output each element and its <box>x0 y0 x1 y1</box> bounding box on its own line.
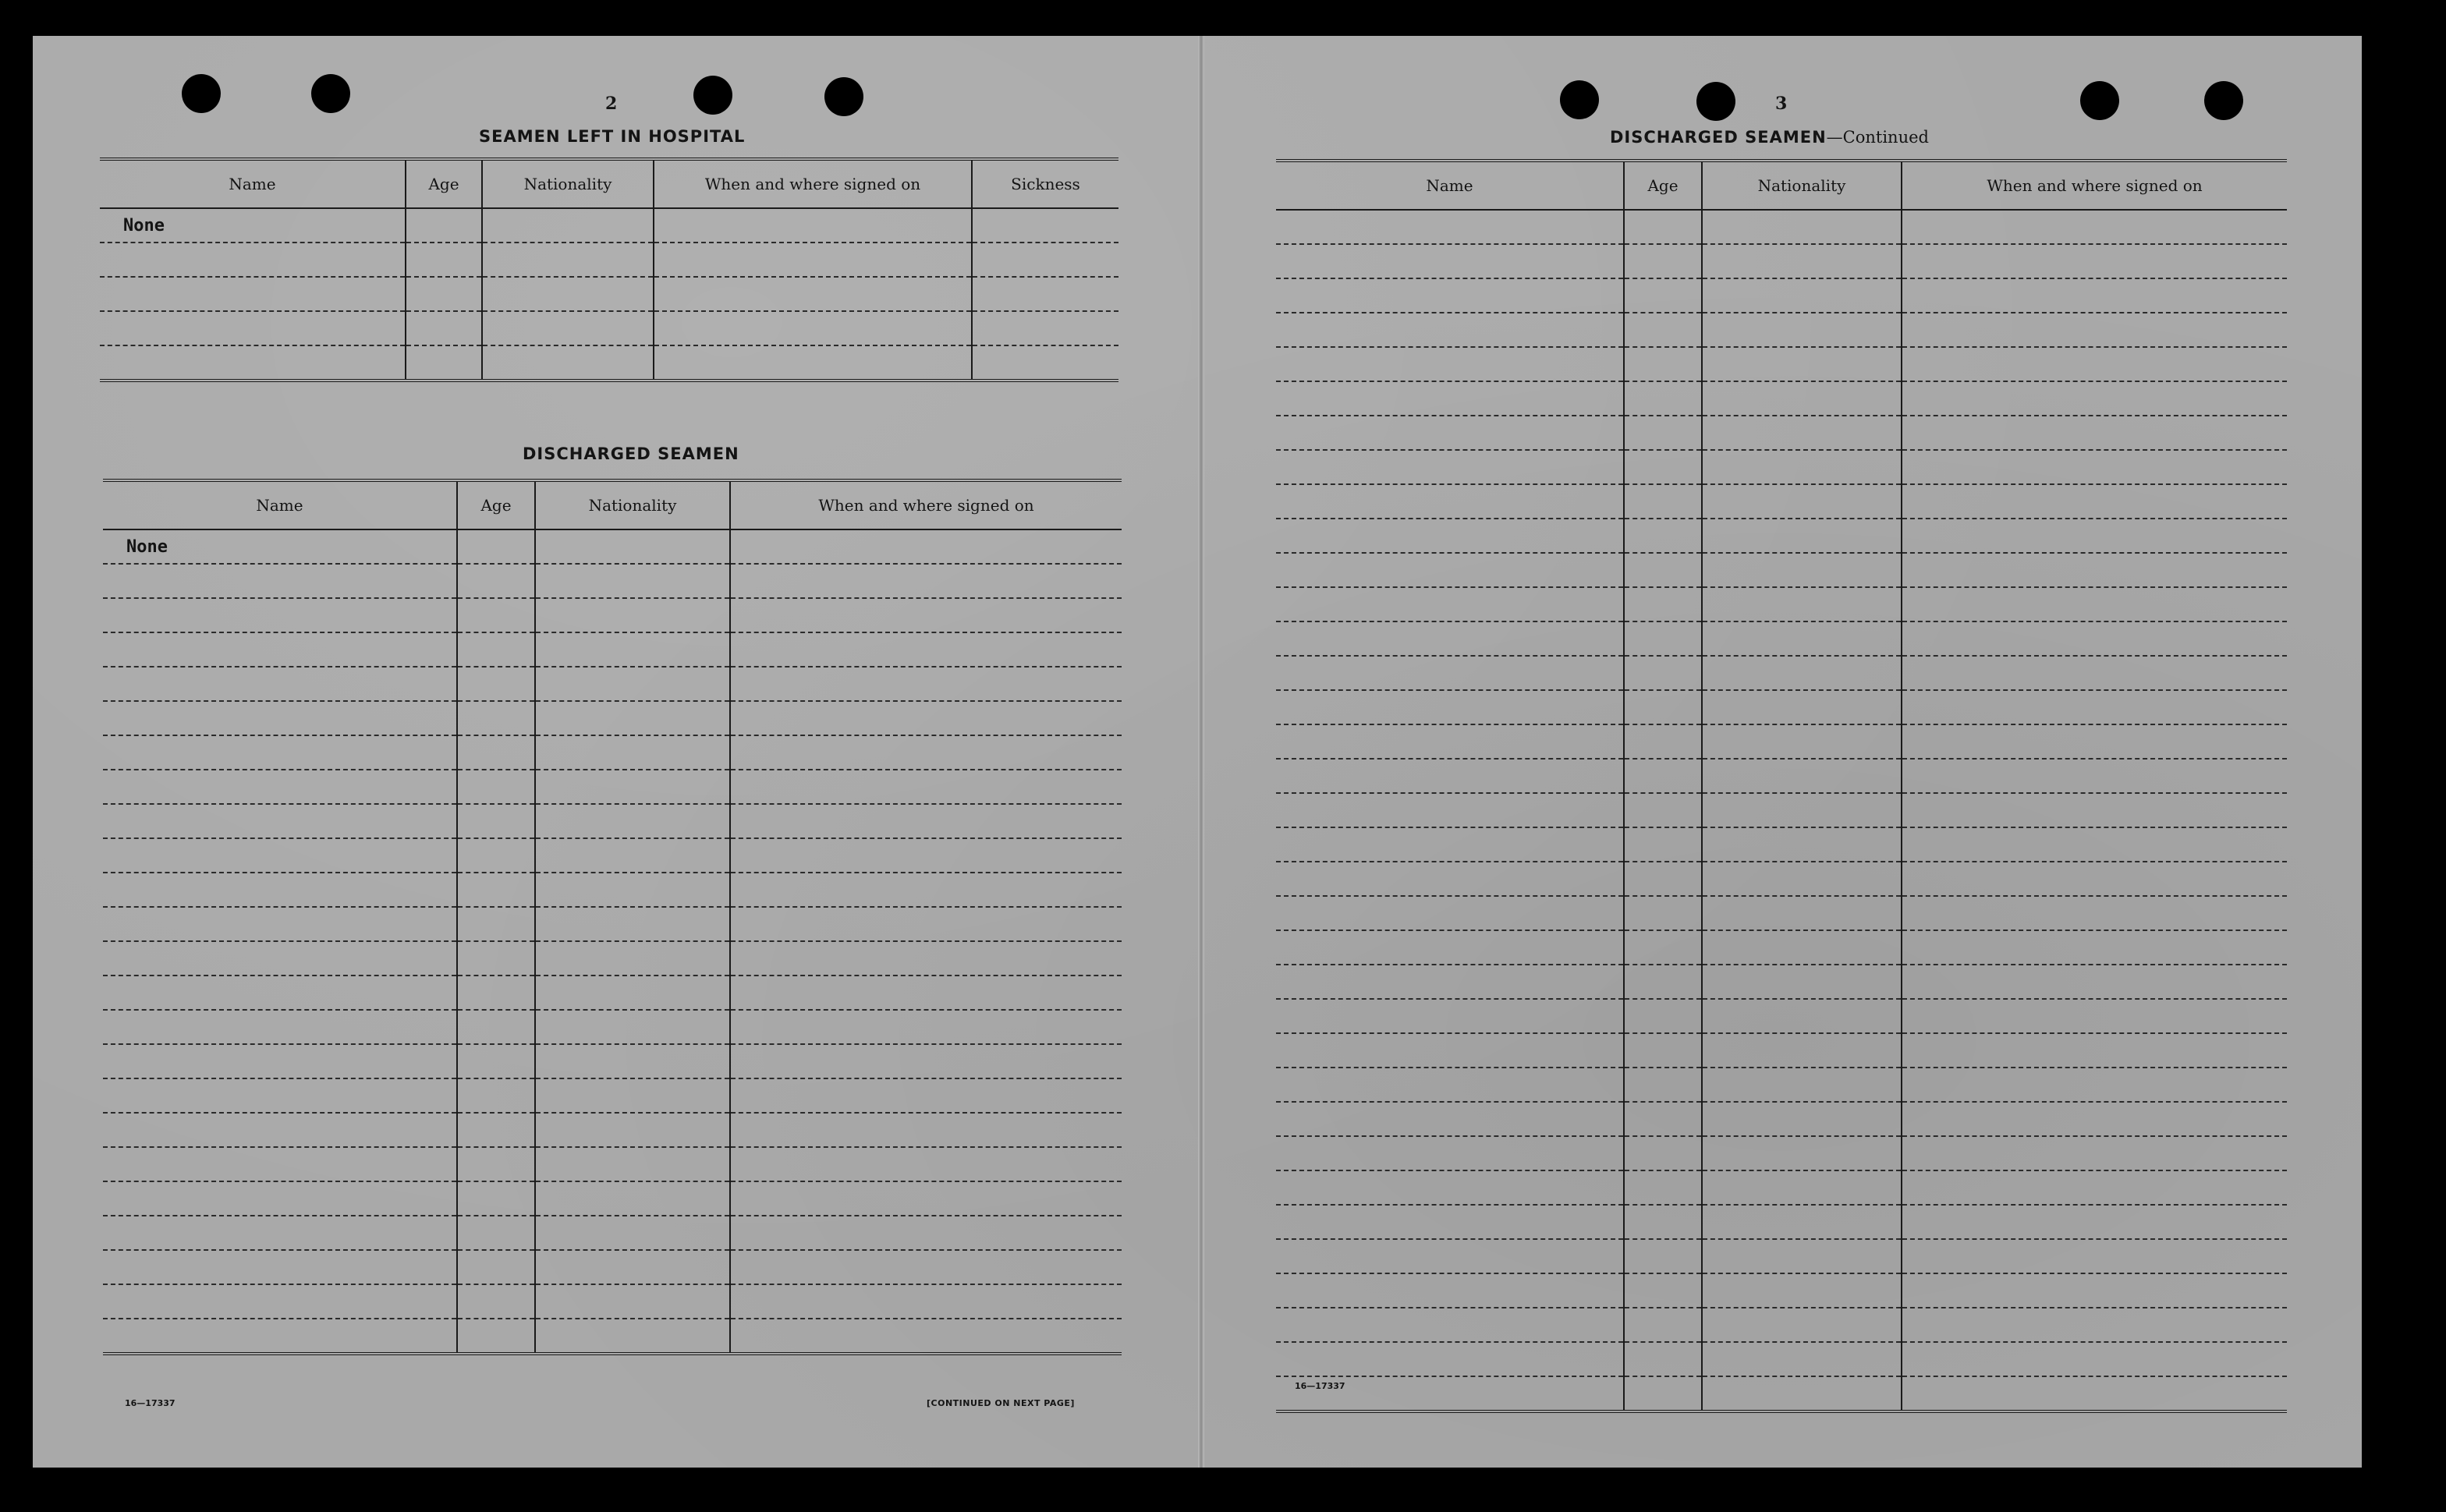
table-row <box>100 345 1118 381</box>
table-row <box>1276 1033 2287 1068</box>
table-row <box>103 1284 1122 1319</box>
table-row <box>103 735 1122 770</box>
punch-hole <box>824 77 863 116</box>
table-row <box>103 1044 1122 1078</box>
table-row <box>1276 210 2287 244</box>
column-header-signed-on: When and where signed on <box>654 159 972 208</box>
column-header-age: Age <box>457 480 535 529</box>
table-row <box>103 1216 1122 1250</box>
hospital-table <box>100 158 1118 382</box>
punch-hole <box>2080 81 2119 120</box>
table-row <box>1276 1136 2287 1170</box>
column-header-signed-on: When and where signed on <box>730 480 1122 529</box>
table-row <box>103 873 1122 907</box>
punch-hole <box>182 74 221 113</box>
table-row <box>1276 484 2287 519</box>
column-header-name: Name <box>1276 161 1624 210</box>
table-row <box>103 804 1122 838</box>
page-fold <box>1198 36 1204 1468</box>
left-page-number: 2 <box>605 94 618 114</box>
table-row <box>1276 621 2287 656</box>
table-row <box>103 667 1122 701</box>
punch-hole <box>2204 81 2243 120</box>
table-row <box>103 941 1122 976</box>
column-header-nationality: Nationality <box>1702 161 1902 210</box>
right-form-code: 16—17337 <box>1295 1381 1345 1391</box>
table-row <box>1276 1239 2287 1273</box>
column-header-nationality: Nationality <box>482 159 654 208</box>
table-row <box>1276 450 2287 484</box>
table-row <box>1276 690 2287 724</box>
table-row <box>1276 519 2287 553</box>
table-row <box>1276 1102 2287 1136</box>
table-row <box>100 208 1118 243</box>
hospital-entry-name: None <box>100 208 406 243</box>
table-row <box>1276 896 2287 930</box>
table-row <box>103 1147 1122 1181</box>
column-header-sickness: Sickness <box>972 159 1118 208</box>
table-row <box>1276 1068 2287 1102</box>
punch-hole <box>311 74 350 113</box>
table-row <box>103 907 1122 941</box>
table-row <box>103 701 1122 735</box>
table-row <box>103 632 1122 667</box>
table-row <box>103 598 1122 632</box>
table-row <box>1276 793 2287 827</box>
discharged-continued-table <box>1276 159 2287 1413</box>
table-row <box>103 529 1122 564</box>
discharged-entry-name: None <box>103 529 457 564</box>
table-row <box>1276 553 2287 587</box>
table-row <box>1276 587 2287 621</box>
table-row <box>1276 1342 2287 1376</box>
left-form-code: 16—17337 <box>125 1398 175 1408</box>
table-row <box>1276 416 2287 450</box>
column-header-name: Name <box>100 159 406 208</box>
punch-hole <box>1560 80 1599 119</box>
table-row <box>1276 381 2287 416</box>
table-row <box>1276 930 2287 965</box>
table-row <box>1276 1205 2287 1239</box>
table-row <box>1276 724 2287 759</box>
punch-hole <box>1696 82 1735 121</box>
punch-hole <box>693 76 732 115</box>
table-row <box>1276 1308 2287 1342</box>
column-header-age: Age <box>1624 161 1702 210</box>
table-row <box>103 1010 1122 1044</box>
table-row <box>1276 862 2287 896</box>
table-row <box>100 311 1118 345</box>
table-row <box>1276 1170 2287 1205</box>
table-row <box>100 277 1118 311</box>
table-row <box>1276 1273 2287 1308</box>
continued-suffix: —Continued <box>1826 128 1929 147</box>
table-row <box>103 838 1122 873</box>
table-row <box>103 976 1122 1010</box>
table-row <box>103 1181 1122 1216</box>
discharged-table <box>103 479 1122 1355</box>
right-page-number: 3 <box>1775 94 1788 114</box>
table-row <box>1276 347 2287 381</box>
table-row <box>1276 759 2287 793</box>
table-row <box>1276 1376 2287 1411</box>
table-row <box>103 1078 1122 1113</box>
discharged-section-title: DISCHARGED SEAMEN <box>523 444 739 463</box>
table-row <box>100 243 1118 277</box>
discharged-continued-title <box>1610 128 1929 147</box>
table-row <box>1276 313 2287 347</box>
table-row <box>103 770 1122 804</box>
continued-note: [CONTINUED ON NEXT PAGE] <box>927 1398 1075 1408</box>
table-row <box>1276 244 2287 278</box>
table-row <box>1276 965 2287 999</box>
table-row <box>103 564 1122 598</box>
column-header-name: Name <box>103 480 457 529</box>
table-row <box>103 1319 1122 1354</box>
column-header-signed-on: When and where signed on <box>1902 161 2287 210</box>
table-row <box>1276 278 2287 313</box>
discharged-continued-title-text: DISCHARGED SEAMEN <box>1610 128 1827 147</box>
table-row <box>103 1250 1122 1284</box>
hospital-section-title: SEAMEN LEFT IN HOSPITAL <box>479 127 746 146</box>
column-header-age: Age <box>406 159 482 208</box>
column-header-nationality: Nationality <box>535 480 730 529</box>
table-row <box>1276 656 2287 690</box>
table-row <box>1276 827 2287 862</box>
table-row <box>103 1113 1122 1147</box>
table-row <box>1276 999 2287 1033</box>
